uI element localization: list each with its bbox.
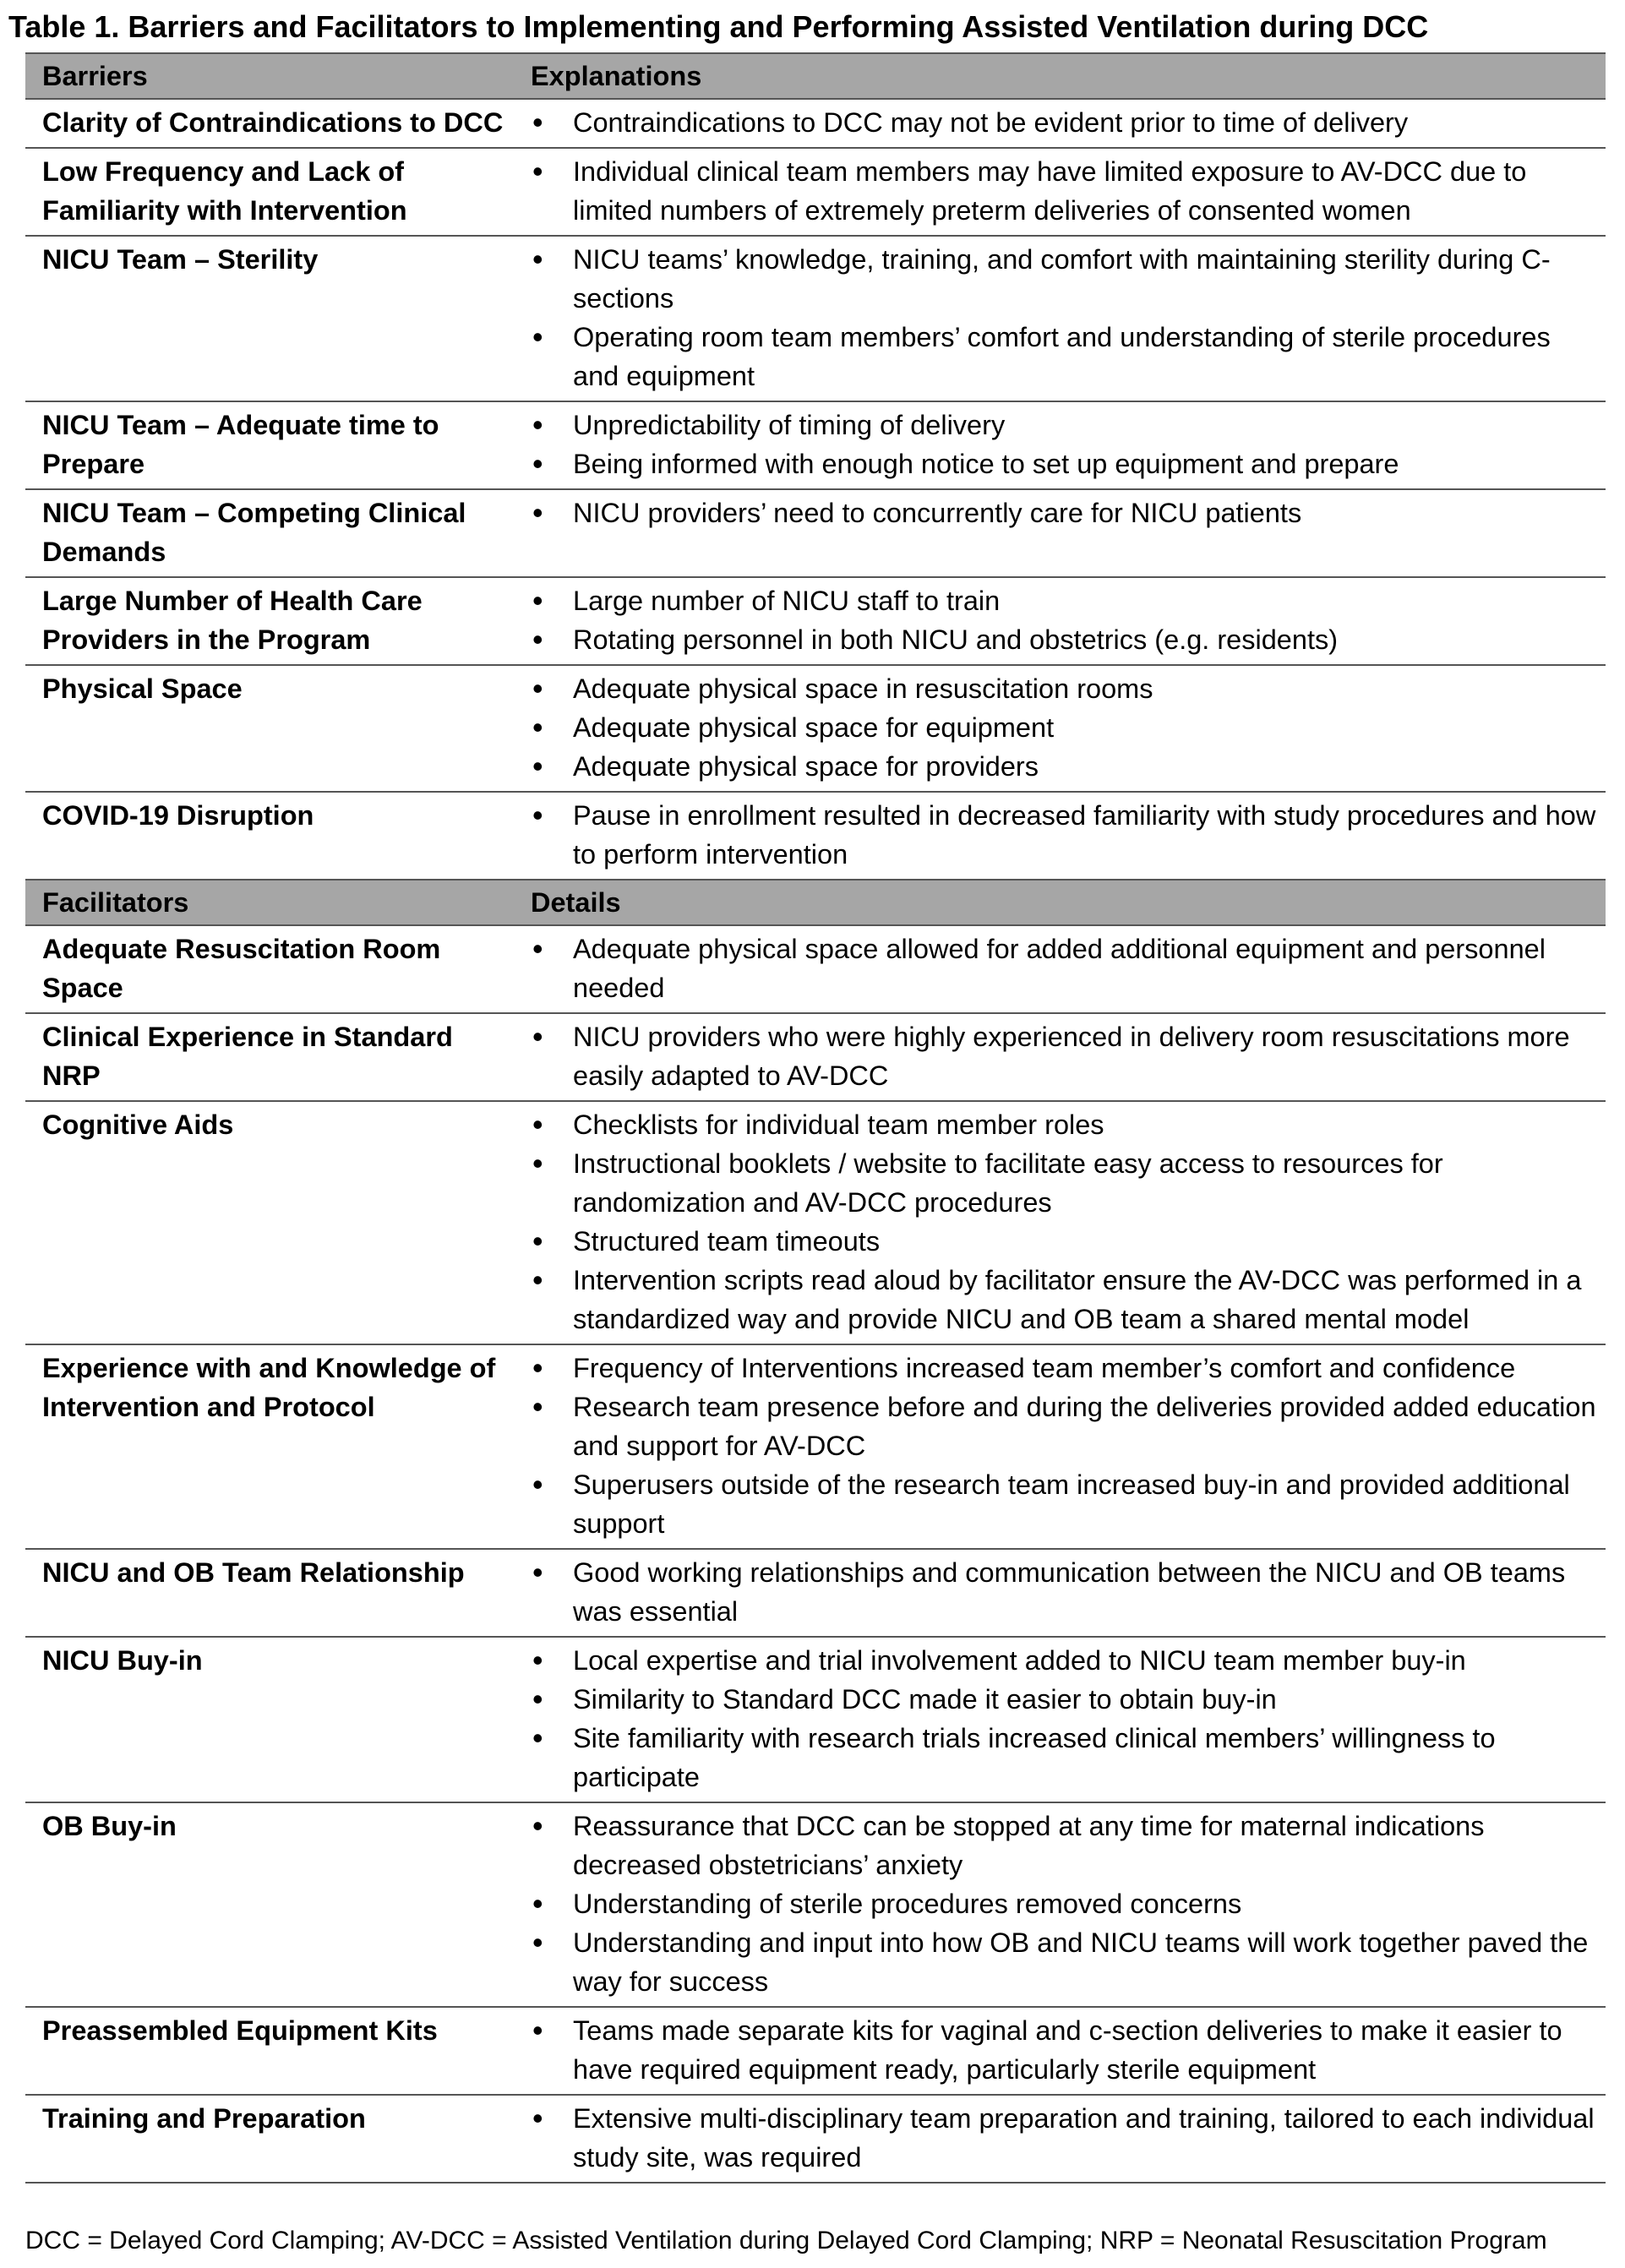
bullet-list	[531, 493, 1597, 532]
row-details	[514, 665, 1606, 792]
bullet-item: • Structured team timeouts	[531, 1222, 1597, 1261]
facilitator-row	[25, 1101, 1606, 1344]
row-label: Preassembled Equipment Kits	[25, 2007, 514, 2095]
bullet-list	[531, 406, 1597, 483]
row-details	[514, 99, 1606, 148]
bullet-list	[531, 669, 1597, 786]
row-details	[514, 1802, 1606, 2007]
facilitator-row	[25, 2007, 1606, 2095]
facilitator-row	[25, 925, 1606, 1013]
row-label: Clinical Experience in Standard NRP	[25, 1013, 514, 1101]
bullet-list	[531, 1553, 1597, 1631]
bullet-item: • Pause in enrollment resulted in decreased familiarity with study procedures and how to perform intervention	[531, 796, 1597, 874]
barrier-row	[25, 489, 1606, 577]
details-column-header: Details	[514, 880, 1606, 925]
bullet-list	[531, 103, 1597, 142]
facilitator-row	[25, 1637, 1606, 1802]
bullet-item: • Research team presence before and during the deliveries provided added education and support for AV-DCC	[531, 1388, 1597, 1465]
table-title: Table 1. Barriers and Facilitators to Implementing and Performing Assisted Ventilation during DCC	[8, 9, 1429, 44]
bullet-item: • Understanding and input into how OB and NICU teams will work together paved the way for success	[531, 1923, 1597, 2001]
bullet-item: • Checklists for individual team member roles	[531, 1105, 1597, 1144]
row-details	[514, 1101, 1606, 1344]
bullet-item: • Superusers outside of the research team increased buy-in and provided additional support	[531, 1465, 1597, 1543]
bullet-list	[531, 1017, 1597, 1095]
bullet-list	[531, 2011, 1597, 2089]
bullet-item: • Adequate physical space for providers	[531, 747, 1597, 786]
row-details	[514, 792, 1606, 880]
bullet-item: • Reassurance that DCC can be stopped at any time for maternal indications decreased obstetricians’ anxiety	[531, 1807, 1597, 1884]
bullet-list	[531, 1349, 1597, 1543]
row-details	[514, 401, 1606, 489]
row-details	[514, 1637, 1606, 1802]
bullet-item: • Adequate physical space in resuscitation rooms	[531, 669, 1597, 708]
bullet-item: • Contraindications to DCC may not be evident prior to time of delivery	[531, 103, 1597, 142]
row-label: NICU Team – Adequate time to Prepare	[25, 401, 514, 489]
bullet-item: • Site familiarity with research trials increased clinical members’ willingness to participate	[531, 1719, 1597, 1796]
bullet-item: • Being informed with enough notice to set up equipment and prepare	[531, 444, 1597, 483]
row-label: Adequate Resuscitation Room Space	[25, 925, 514, 1013]
row-label: NICU Team – Sterility	[25, 236, 514, 401]
row-label: NICU and OB Team Relationship	[25, 1549, 514, 1637]
bullet-list	[531, 1807, 1597, 2001]
row-details	[514, 925, 1606, 1013]
row-label: NICU Team – Competing Clinical Demands	[25, 489, 514, 577]
bullet-item: • Frequency of Interventions increased team member’s comfort and confidence	[531, 1349, 1597, 1388]
table-body	[25, 53, 1606, 2183]
facilitator-row	[25, 1549, 1606, 1637]
barrier-row	[25, 401, 1606, 489]
bullet-item: • NICU providers who were highly experienced in delivery room resuscitations more easily adapted to AV-DCC	[531, 1017, 1597, 1095]
bullet-list	[531, 2099, 1597, 2177]
barrier-row	[25, 148, 1606, 236]
bullet-item: • Operating room team members’ comfort and understanding of sterile procedures and equipment	[531, 318, 1597, 395]
bullet-item: • Similarity to Standard DCC made it easier to obtain buy-in	[531, 1680, 1597, 1719]
bullet-list	[531, 930, 1597, 1007]
bullet-list	[531, 1105, 1597, 1338]
bullet-item: • Instructional booklets / website to facilitate easy access to resources for randomization and AV-DCC procedures	[531, 1144, 1597, 1222]
row-details	[514, 577, 1606, 665]
row-details	[514, 148, 1606, 236]
row-label: Experience with and Knowledge of Intervention and Protocol	[25, 1344, 514, 1549]
bullet-item: • Intervention scripts read aloud by facilitator ensure the AV-DCC was performed in a standardized way and provide NICU and OB team a shared mental model	[531, 1261, 1597, 1338]
bullet-item: • Rotating personnel in both NICU and obstetrics (e.g. residents)	[531, 620, 1597, 659]
bullet-item: • Adequate physical space allowed for added additional equipment and personnel needed	[531, 930, 1597, 1007]
facilitator-row	[25, 2095, 1606, 2183]
bullet-list	[531, 581, 1597, 659]
bullet-list	[531, 152, 1597, 230]
row-label: OB Buy-in	[25, 1802, 514, 2007]
row-label: Clarity of Contraindications to DCC	[25, 99, 514, 148]
bullet-item: • Unpredictability of timing of delivery	[531, 406, 1597, 444]
barriers-column-header: Barriers	[25, 53, 514, 99]
bullet-list	[531, 240, 1597, 395]
bullet-item: • Good working relationships and communication between the NICU and OB teams was essential	[531, 1553, 1597, 1631]
barrier-row	[25, 577, 1606, 665]
bullet-item: • Adequate physical space for equipment	[531, 708, 1597, 747]
row-details	[514, 2007, 1606, 2095]
bullet-item: • NICU teams’ knowledge, training, and comfort with maintaining sterility during C-sections	[531, 240, 1597, 318]
row-label: Training and Preparation	[25, 2095, 514, 2183]
bullet-item: • Extensive multi-disciplinary team preparation and training, tailored to each individual study site, was required	[531, 2099, 1597, 2177]
facilitator-row	[25, 1344, 1606, 1549]
bullet-list	[531, 1641, 1597, 1796]
facilitators-column-header: Facilitators	[25, 880, 514, 925]
row-label: NICU Buy-in	[25, 1637, 514, 1802]
barriers-header-row	[25, 53, 1606, 99]
bullet-item: • Local expertise and trial involvement added to NICU team member buy-in	[531, 1641, 1597, 1680]
facilitator-row	[25, 1802, 1606, 2007]
row-details	[514, 1344, 1606, 1549]
facilitator-row	[25, 1013, 1606, 1101]
facilitators-header-row	[25, 880, 1606, 925]
row-details	[514, 489, 1606, 577]
barrier-row	[25, 792, 1606, 880]
table-footnote: DCC = Delayed Cord Clamping; AV-DCC = Assisted Ventilation during Delayed Cord Clamping; NRP = Neonatal Resuscitation Program	[25, 2227, 1547, 2254]
bullet-list	[531, 796, 1597, 874]
row-label: Low Frequency and Lack of Familiarity with Intervention	[25, 148, 514, 236]
bullet-item: • Large number of NICU staff to train	[531, 581, 1597, 620]
row-details	[514, 1013, 1606, 1101]
row-details	[514, 2095, 1606, 2183]
row-label: COVID-19 Disruption	[25, 792, 514, 880]
barrier-row	[25, 665, 1606, 792]
bullet-item: • NICU providers’ need to concurrently care for NICU patients	[531, 493, 1597, 532]
explanations-column-header: Explanations	[514, 53, 1606, 99]
bullet-item: • Individual clinical team members may have limited exposure to AV-DCC due to limited numbers of extremely preterm deliveries of consented women	[531, 152, 1597, 230]
bullet-item: • Understanding of sterile procedures removed concerns	[531, 1884, 1597, 1923]
row-label: Large Number of Health Care Providers in the Program	[25, 577, 514, 665]
barrier-row	[25, 99, 1606, 148]
row-details	[514, 236, 1606, 401]
row-details	[514, 1549, 1606, 1637]
row-label: Cognitive Aids	[25, 1101, 514, 1344]
bullet-item: • Teams made separate kits for vaginal and c-section deliveries to make it easier to have required equipment ready, particularly sterile equipment	[531, 2011, 1597, 2089]
barriers-facilitators-table	[25, 52, 1606, 2183]
barrier-row	[25, 236, 1606, 401]
row-label: Physical Space	[25, 665, 514, 792]
